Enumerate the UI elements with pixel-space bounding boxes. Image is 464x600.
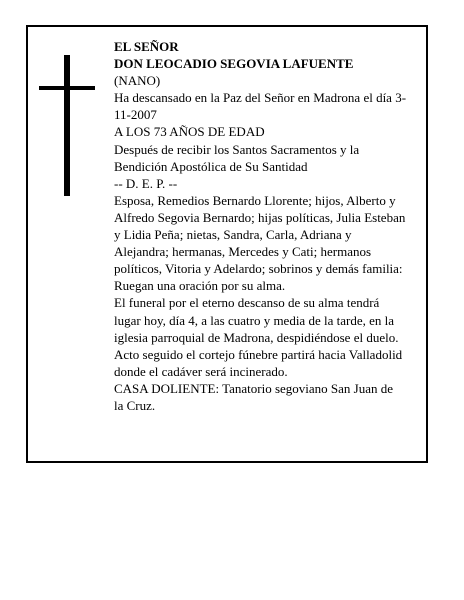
obituary-text <box>114 38 423 414</box>
funeral-line-1: El funeral por el eterno descanso de su alma tendrá <box>114 295 380 311</box>
death-statement-line-1: Ha descansado en la Paz del Señor en Madrona el día 3- <box>114 90 407 106</box>
family-line-4: Alejandra; hermanas, Mercedes y Cati; hermanos <box>114 244 372 260</box>
sacraments-line-2: Bendición Apostólica de Su Santidad <box>114 158 308 174</box>
family-line-6: Ruegan una oración por su alma. <box>114 278 286 294</box>
deceased-nickname: (NANO) <box>114 73 161 89</box>
cross-horizontal-bar <box>39 86 95 90</box>
mourning-house-line-1: CASA DOLIENTE: Tanatorio segoviano San Juan de <box>114 380 394 396</box>
funeral-line-4: Acto seguido el cortejo fúnebre partirá hacia Valladolid <box>114 346 403 362</box>
header-title: EL SEÑOR <box>114 39 179 54</box>
rip-line: -- D. E. P. -- <box>114 175 178 191</box>
sacraments-line-1: Después de recibir los Santos Sacramentos y la <box>114 141 360 157</box>
mourning-house-line-2: la Cruz. <box>114 397 156 413</box>
family-line-1: Esposa, Remedios Bernardo Llorente; hijos, Alberto y <box>114 192 396 208</box>
funeral-line-5: donde el cadáver será incinerado. <box>114 363 288 379</box>
family-line-3: y Lidia Peña; nietas, Sandra, Carla, Adriana y <box>114 227 352 243</box>
family-line-5: políticos, Vitoria y Adelardo; sobrinos y demás familia: <box>114 261 403 277</box>
deceased-name: DON LEOCADIO SEGOVIA LAFUENTE <box>114 56 354 72</box>
family-line-2: Alfredo Segovia Bernardo; hijas políticas, Julia Esteban <box>114 209 406 225</box>
funeral-line-3: iglesia parroquial de Madrona, despidiéndose el duelo. <box>114 329 399 345</box>
funeral-line-2: lugar hoy, día 4, a las cuatro y media de la tarde, en la <box>114 312 394 328</box>
death-statement-line-2: 11-2007 <box>114 107 157 123</box>
age-statement: A LOS 73 AÑOS DE EDAD <box>114 124 265 140</box>
cross-vertical-bar <box>64 55 70 196</box>
